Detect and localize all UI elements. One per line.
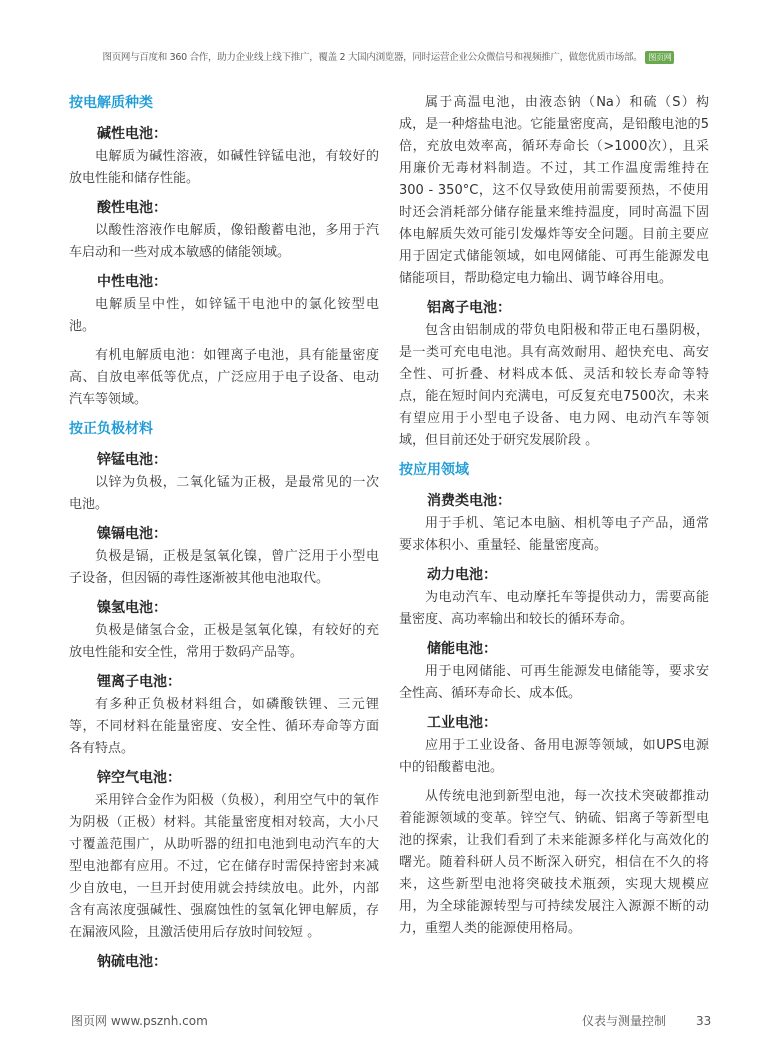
paragraph: 电解质为碱性溶液，如碱性锌锰电池，有较好的放电性能和储存性能。: [69, 149, 379, 186]
subheading: 储能电池：: [427, 641, 497, 657]
page-number: 33: [696, 1014, 712, 1028]
paragraph: 为电动汽车、电动摩托车等提供动力，需要高能量密度、高功率输出和较长的循环寿命。: [399, 590, 709, 627]
paragraph: 有机电解质电池：如锂离子电池，具有能量密度高、自放电率低等优点，广泛应用于电子设备、电动汽车等领域。: [69, 348, 379, 407]
subheading: 工业电池：: [427, 715, 497, 731]
subheading: 中性电池：: [97, 274, 167, 290]
paragraph: 包含由铝制成的带负电阳极和带正电石墨阴极，是一类可充电电池。具有高效耐用、超快充电、高安全性、可折叠、材料成本低、灵活和较长寿命等特点，能在短时间内充满电，可反复充电7500次，未来有望应用于小型电子设备、电力网、电动汽车等领域，但目前还处于研究发展阶段 。: [399, 323, 709, 448]
paragraph: 属于高温电池，由液态钠（Na）和硫（S）构成，是一种熔盐电池。它能量密度高，是铅酸电池的5倍，充放电效率高，循环寿命长（>1000次），且采用廉价无毒材料制造。不过，其工作温度需维持在300 - 350°C，这不仅导致使用前需要预热，不使用时还会消耗部分储存能量来维持温度，同时高温下固体电解质失效可能引发爆炸等安全问题。目前主要应用于固定式储能领域，如电网储能、可再生能源发电储能项目，帮助稳定电力输出、调节峰谷用电。: [399, 95, 709, 286]
subheading: 钠硫电池：: [97, 954, 167, 970]
paragraph: 用于电网储能、可再生能源发电储能等，要求安全性高、循环寿命长、成本低。: [399, 664, 709, 701]
paragraph: 用于手机、笔记本电脑、相机等电子产品，通常要求体积小、重量轻、能量密度高。: [399, 516, 709, 553]
banner-text: 图页网与百度和 360 合作，助力企业线上线下推广，覆盖 2 大国内浏览器，同时运营企业公众微信号和视频推广，做您优质市场部。: [102, 52, 643, 63]
subheading: 动力电池：: [427, 567, 497, 583]
right-column: [399, 92, 709, 947]
subheading: 酸性电池：: [97, 200, 167, 216]
footer-info: [582, 1014, 711, 1028]
subheading: 锌空气电池：: [97, 770, 181, 786]
header-banner: [0, 49, 777, 64]
subheading: 消费类电池：: [427, 493, 511, 509]
section-heading: 按应用领域: [399, 462, 469, 478]
footer-site: 图页网 www.psznh.com: [71, 1014, 208, 1028]
left-column: [69, 92, 379, 974]
paragraph: 以锌为负极，二氧化锰为正极，是最常见的一次电池。: [69, 475, 379, 512]
magazine-name: 仪表与测量控制: [582, 1014, 667, 1028]
paragraph: 采用锌合金作为阳极（负极），利用空气中的氧作为阴极（正极）材料。其能量密度相对较高，大小尺寸覆盖范围广，从助听器的纽扣电池到电动汽车的大型电池都有应用。不过，它在储存时需保持密封来减少自放电，一旦开封使用就会持续放电。此外，内部含有高浓度强碱性、强腐蚀性的氢氧化钾电解质，存在漏液风险，且激活使用后存放时间较短 。: [69, 793, 379, 940]
paragraph: 有多种正负极材料组合，如磷酸铁锂、三元锂等，不同材料在能量密度、安全性、循环寿命等方面各有特点。: [69, 697, 379, 756]
paragraph: 以酸性溶液作电解质，像铅酸蓄电池，多用于汽车启动和一些对成本敏感的储能领域。: [69, 223, 379, 260]
subheading: 镍氢电池：: [97, 600, 167, 616]
subheading: 铝离子电池：: [427, 300, 511, 316]
section-heading: 按正负极材料: [69, 421, 153, 437]
paragraph: 从传统电池到新型电池，每一次技术突破都推动着能源领域的变革。锌空气、钠硫、铝离子等新型电池的探索，让我们看到了未来能源多样化与高效化的曙光。随着科研人员不断深入研究，相信在不久的将来，这些新型电池将突破技术瓶颈，实现大规模应用，为全球能源转型与可持续发展注入源源不断的动力，重塑人类的能源使用格局。: [399, 789, 709, 936]
paragraph: 应用于工业设备、备用电源等领域，如UPS电源中的铅酸蓄电池。: [399, 738, 709, 775]
paragraph: 电解质呈中性，如锌锰干电池中的氯化铵型电池。: [69, 297, 379, 334]
paragraph: 负极是镉，正极是氢氧化镍，曾广泛用于小型电子设备，但因镉的毒性逐渐被其他电池取代。: [69, 549, 379, 586]
paragraph: 负极是储氢合金，正极是氢氧化镍，有较好的充放电性能和安全性，常用于数码产品等。: [69, 623, 379, 660]
subheading: 锌锰电池：: [97, 452, 167, 468]
site-logo: 图页网: [645, 51, 674, 64]
subheading: 镍镉电池：: [97, 526, 167, 542]
subheading: 碱性电池：: [97, 126, 167, 142]
subheading: 锂离子电池：: [97, 674, 181, 690]
section-heading: 按电解质种类: [69, 95, 153, 111]
